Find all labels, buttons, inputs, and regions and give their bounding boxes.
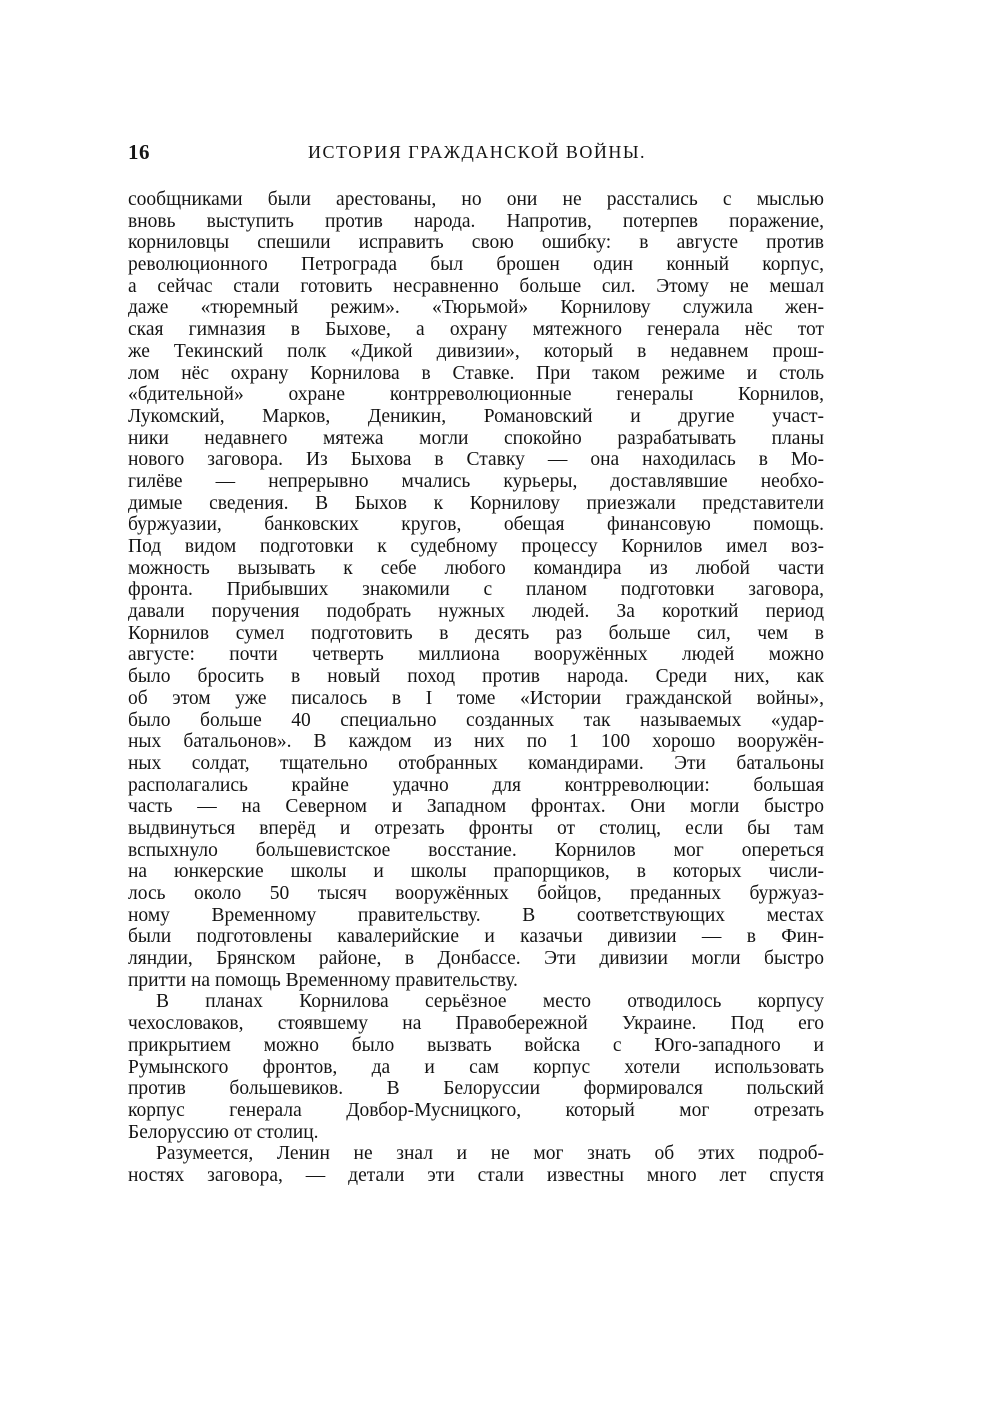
running-head: ИСТОРИЯ ГРАЖДАНСКОЙ ВОЙНЫ.: [308, 142, 647, 162]
text-line: сообщниками были арестованы, но они не расстались с мыслью: [128, 189, 824, 210]
text-line: прикрытием можно было вызвать войска с Юго-западного и: [128, 1034, 824, 1056]
text-line: корниловцы спешили исправить свою ошибку: в августе против: [128, 232, 824, 254]
page-number: 16: [128, 140, 150, 164]
text-line: против большевиков. В Белоруссии формировался польский: [128, 1078, 824, 1100]
text-line: ному Временному правительству. В соответствующих местах: [128, 904, 824, 926]
text-line: димые сведения. В Быхов к Корнилову приезжали представители: [128, 492, 824, 514]
text-line: ники недавнего мятежа могли спокойно разрабатывать планы: [128, 427, 824, 449]
text-line: выдвинуться вперёд и отрезать фронты от столиц, если бы там: [128, 817, 824, 839]
text-line: даже «тюремный режим». «Тюрьмой» Корнилову служила жен-: [128, 297, 824, 319]
body-text: [128, 189, 824, 1187]
text-line: ных батальонов». В каждом из них по 1 100 хорошо вооружён-: [128, 731, 824, 753]
text-line: буржуазии, банковских кругов, обещая финансовую помощь.: [128, 514, 824, 536]
text-line: «бдительной» охране контрреволюционные генералы Корнилов,: [128, 384, 824, 406]
text-line: Под видом подготовки к судебному процессу Корнилов имел воз-: [128, 536, 824, 557]
text-line: ностях заговора, — детали эти стали известны много лет спустя: [128, 1164, 824, 1186]
text-line: а сейчас стали готовить несравненно больше сил. Этому не мешал: [128, 275, 824, 297]
text-line: Румынского фронтов, да и сам корпус хотели использовать: [128, 1056, 824, 1078]
text-line: часть — на Северном и Западном фронтах. Они могли быстро: [128, 796, 824, 818]
text-line: гилёве — непрерывно мчались курьеры, доставлявшие необхо-: [128, 470, 824, 492]
text-line: Корнилов сумел подготовить в десять раз больше сил, чем в: [128, 622, 824, 644]
page-header: [128, 140, 828, 170]
text-line: революционного Петрограда был брошен один конный корпус,: [128, 254, 824, 276]
text-line: фронта. Прибывших знакомили с планом подготовки заговора,: [128, 579, 824, 601]
text-line: чехословаков, стоявшему на Правобережной Украине. Под его: [128, 1013, 824, 1035]
text-line: на юнкерские школы и школы прапорщиков, в которых числи-: [128, 861, 824, 883]
text-line: ляндии, Брянском районе, в Донбассе. Эти дивизии могли быстро: [128, 948, 824, 970]
text-line: притти на помощь Временному правительству.: [128, 969, 518, 991]
text-line: корпус генерала Довбор-Мусницкого, который мог отрезать: [128, 1099, 824, 1121]
text-line: вспыхнуло большевистское восстание. Корнилов мог опереться: [128, 839, 824, 861]
text-line: августе: почти четверть миллиона вооружённых людей можно: [128, 644, 824, 666]
text-line: Белоруссию от столиц.: [128, 1121, 319, 1143]
text-line: ская гимназия в Быхове, а охрану мятежного генерала нёс тот: [128, 319, 824, 341]
text-line: вновь выступить против народа. Напротив, потерпев поражение,: [128, 210, 824, 232]
text-line: располагались крайне удачно для контрреволюции: большая: [128, 774, 824, 796]
text-line: В планах Корнилова серьёзное место отводилось корпусу: [156, 991, 824, 1013]
text-line: можность вызывать к себе любого командира из любой части: [128, 557, 824, 579]
text-line: было больше 40 специально созданных так называемых «удар-: [128, 709, 824, 731]
text-line: было бросить в новый поход против народа. Среди них, как: [128, 666, 824, 688]
text-line: ных солдат, тщательно отобранных командирами. Эти батальоны: [128, 752, 824, 774]
text-line: давали поручения подобрать нужных людей. За короткий период: [128, 601, 824, 623]
text-line: Разумеется, Ленин не знал и не мог знать об этих подроб-: [156, 1143, 824, 1165]
text-line: об этом уже писалось в I томе «Истории гражданской войны»,: [128, 687, 824, 709]
text-line: же Текинский полк «Дикой дивизии», который в недавнем прош-: [128, 340, 824, 362]
text-line: Лукомский, Марков, Деникин, Романовский и другие участ-: [128, 405, 824, 427]
text-line: лом нёс охрану Корнилова в Ставке. При таком режиме и столь: [128, 362, 824, 384]
text-line: были подготовлены кавалерийские и казачьи дивизии — в Фин-: [128, 926, 824, 948]
text-line: нового заговора. Из Быхова в Ставку — она находилась в Мо-: [128, 449, 824, 471]
text-line: лось около 50 тысяч вооружённых бойцов, преданных буржуаз-: [128, 883, 824, 904]
